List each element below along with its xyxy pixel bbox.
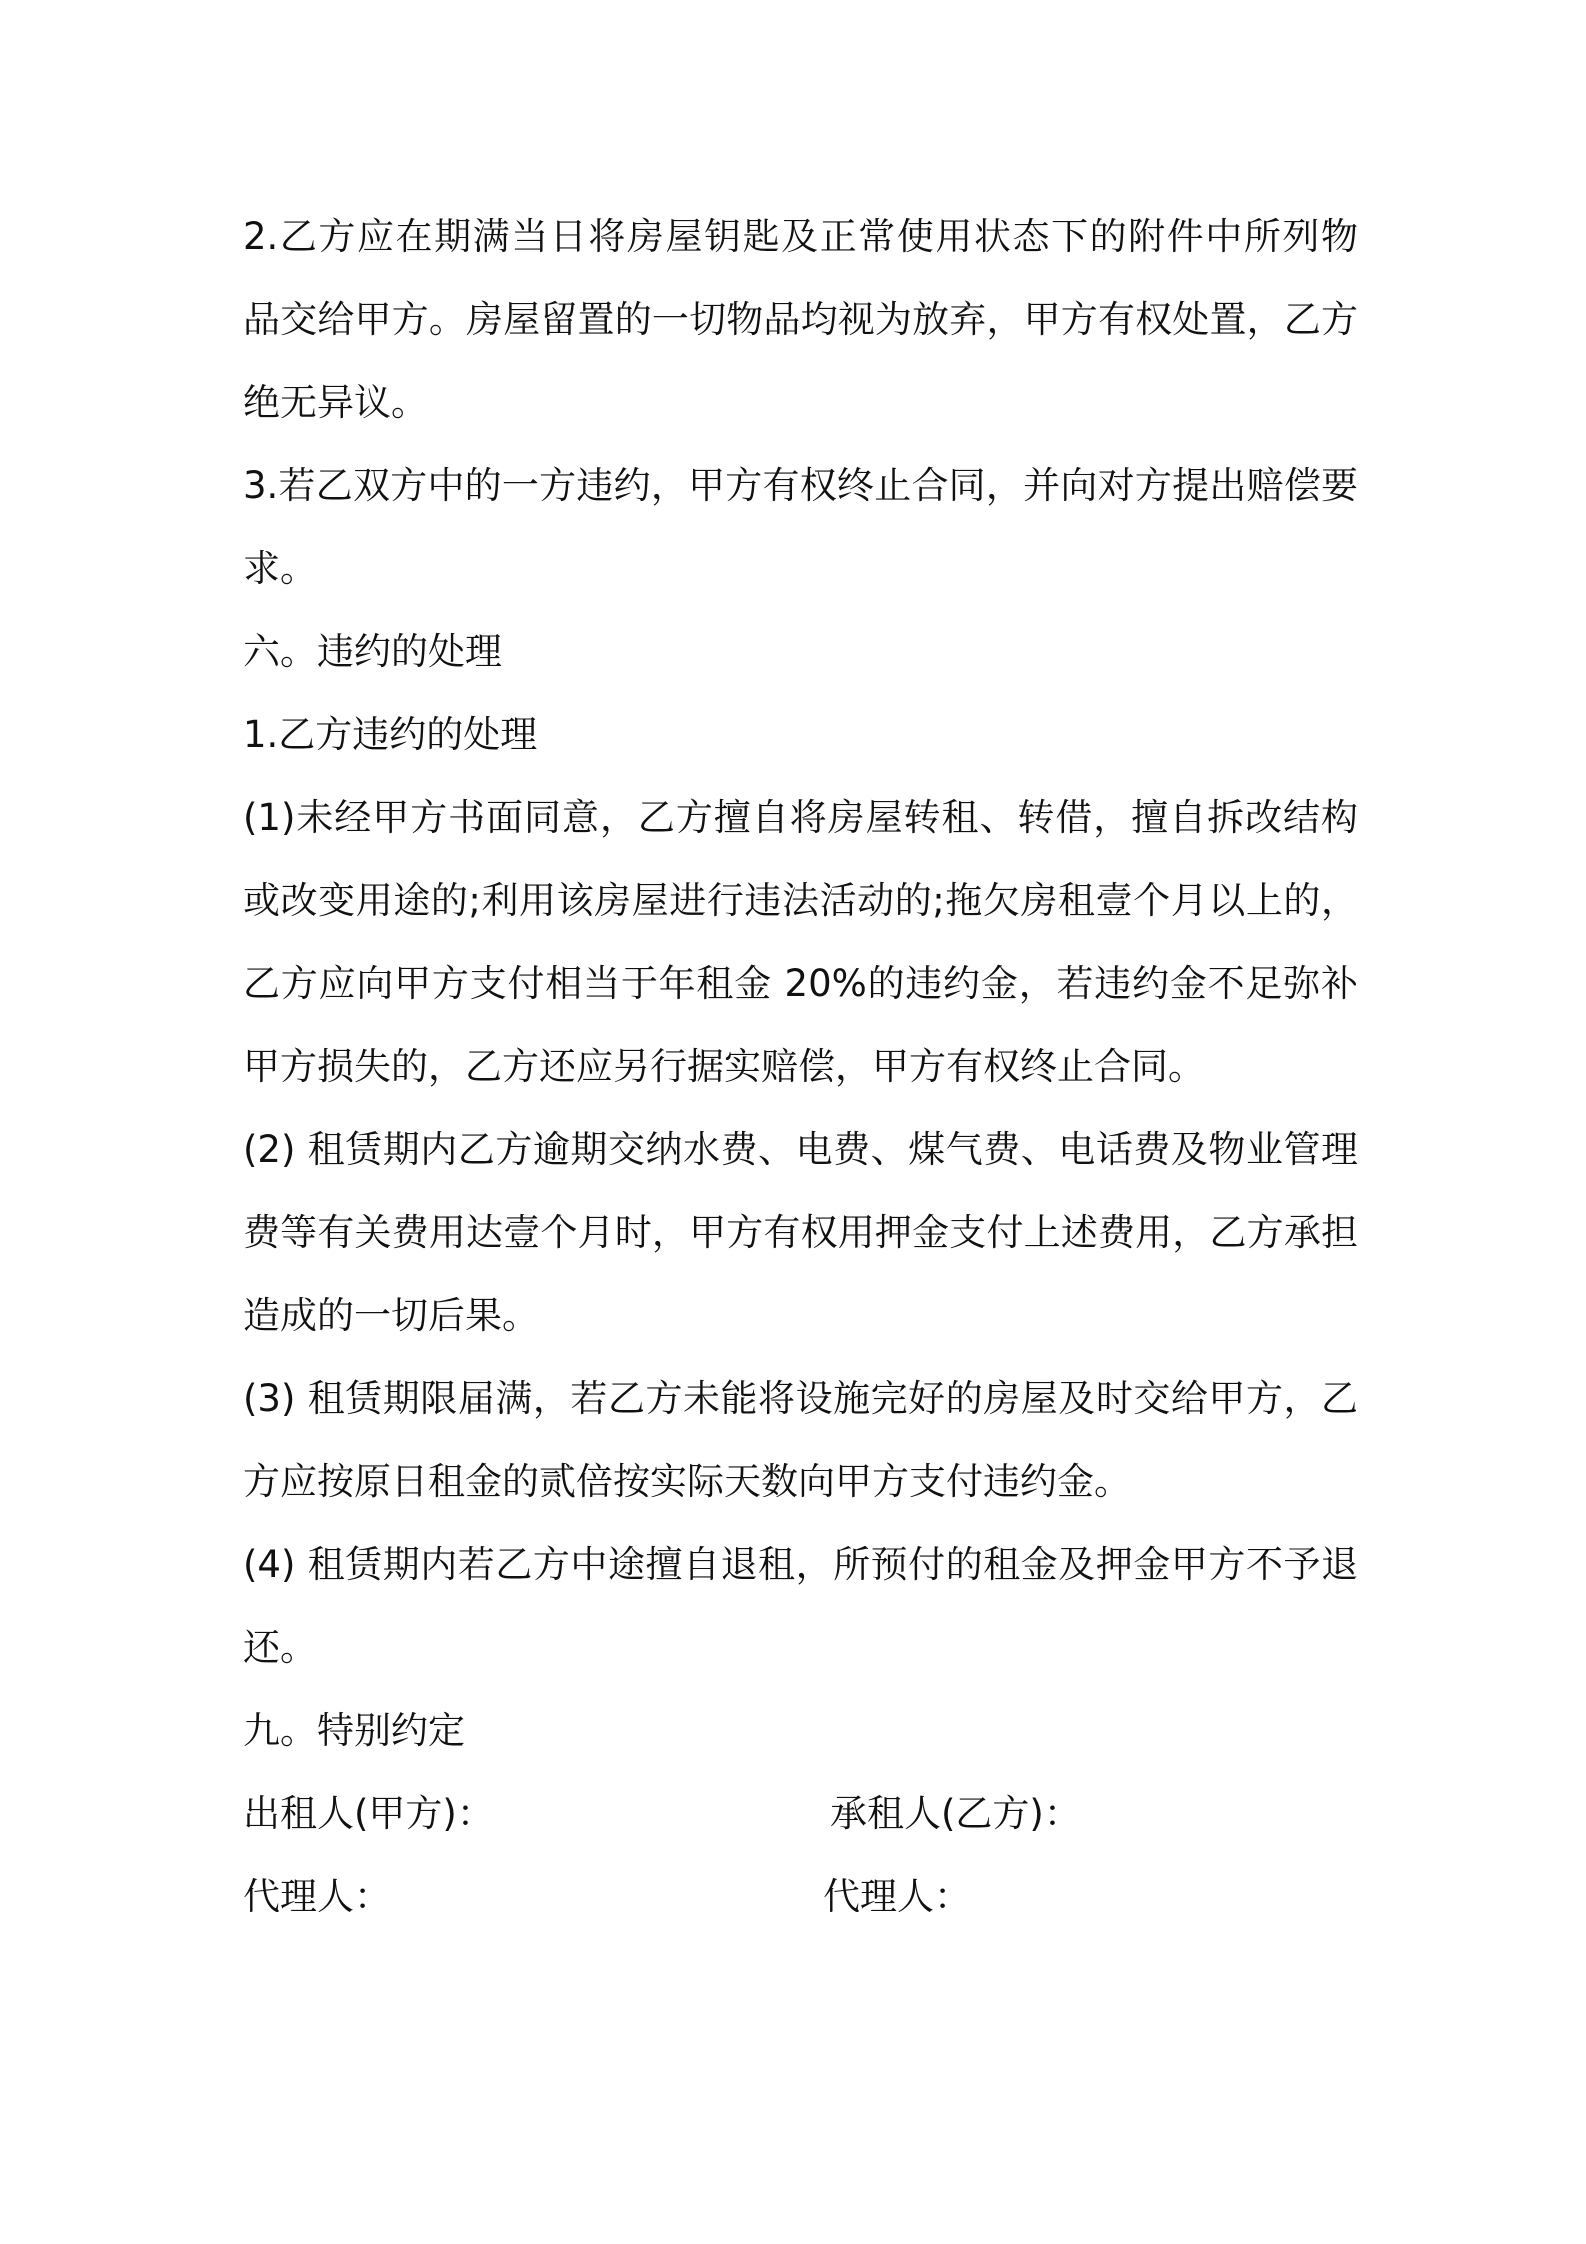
paragraph-line: 甲方损失的，乙方还应另行据实赔偿，甲方有权终止合同。	[243, 1045, 1205, 1088]
paragraph-line: (4) 租赁期内若乙方中途擅自退租，所预付的租金及押金甲方不予退	[243, 1543, 1358, 1586]
agent-right-label: 代理人：	[823, 1875, 971, 1918]
paragraph-line: (1)未经甲方书面同意，乙方擅自将房屋转租、转借，擅自拆改结构	[243, 796, 1358, 839]
paragraph-line: 费等有关费用达壹个月时，甲方有权用押金支付上述费用，乙方承担	[243, 1211, 1358, 1254]
lessor-label: 出租人(甲方)：	[243, 1792, 494, 1835]
paragraph-line: 品交给甲方。房屋留置的一切物品均视为放弃，甲方有权处置，乙方	[243, 298, 1358, 341]
paragraph-line: (3) 租赁期限届满，若乙方未能将设施完好的房屋及时交给甲方，乙	[243, 1377, 1358, 1420]
paragraph-line: 绝无异议。	[243, 381, 428, 424]
agent-left-label: 代理人：	[243, 1875, 391, 1918]
signature-row-agents	[243, 1855, 1358, 1938]
paragraph-line: 还。	[243, 1626, 317, 1669]
paragraph-line: (2) 租赁期内乙方逾期交纳水费、电费、煤气费、电话费及物业管理	[243, 1128, 1358, 1171]
paragraph-line: 3.若乙双方中的一方违约，甲方有权终止合同，并向对方提出赔偿要	[243, 464, 1358, 507]
signature-row-parties	[243, 1772, 1358, 1855]
section-heading: 九。特别约定	[243, 1709, 465, 1752]
lessee-label: 承租人(乙方)：	[830, 1792, 1081, 1835]
paragraph-line: 求。	[243, 547, 317, 590]
paragraph-line: 方应按原日租金的贰倍按实际天数向甲方支付违约金。	[243, 1460, 1131, 1503]
paragraph-line: 造成的一切后果。	[243, 1294, 539, 1337]
paragraph-line: 或改变用途的;利用该房屋进行违法活动的;拖欠房租壹个月以上的，	[243, 879, 1358, 922]
paragraph-line: 乙方应向甲方支付相当于年租金 20%的违约金，若违约金不足弥补	[243, 962, 1358, 1005]
subsection-heading: 1.乙方违约的处理	[243, 713, 538, 756]
document-body	[243, 195, 1358, 1938]
paragraph-line: 2.乙方应在期满当日将房屋钥匙及正常使用状态下的附件中所列物	[243, 215, 1358, 258]
section-heading: 六。违约的处理	[243, 630, 502, 673]
